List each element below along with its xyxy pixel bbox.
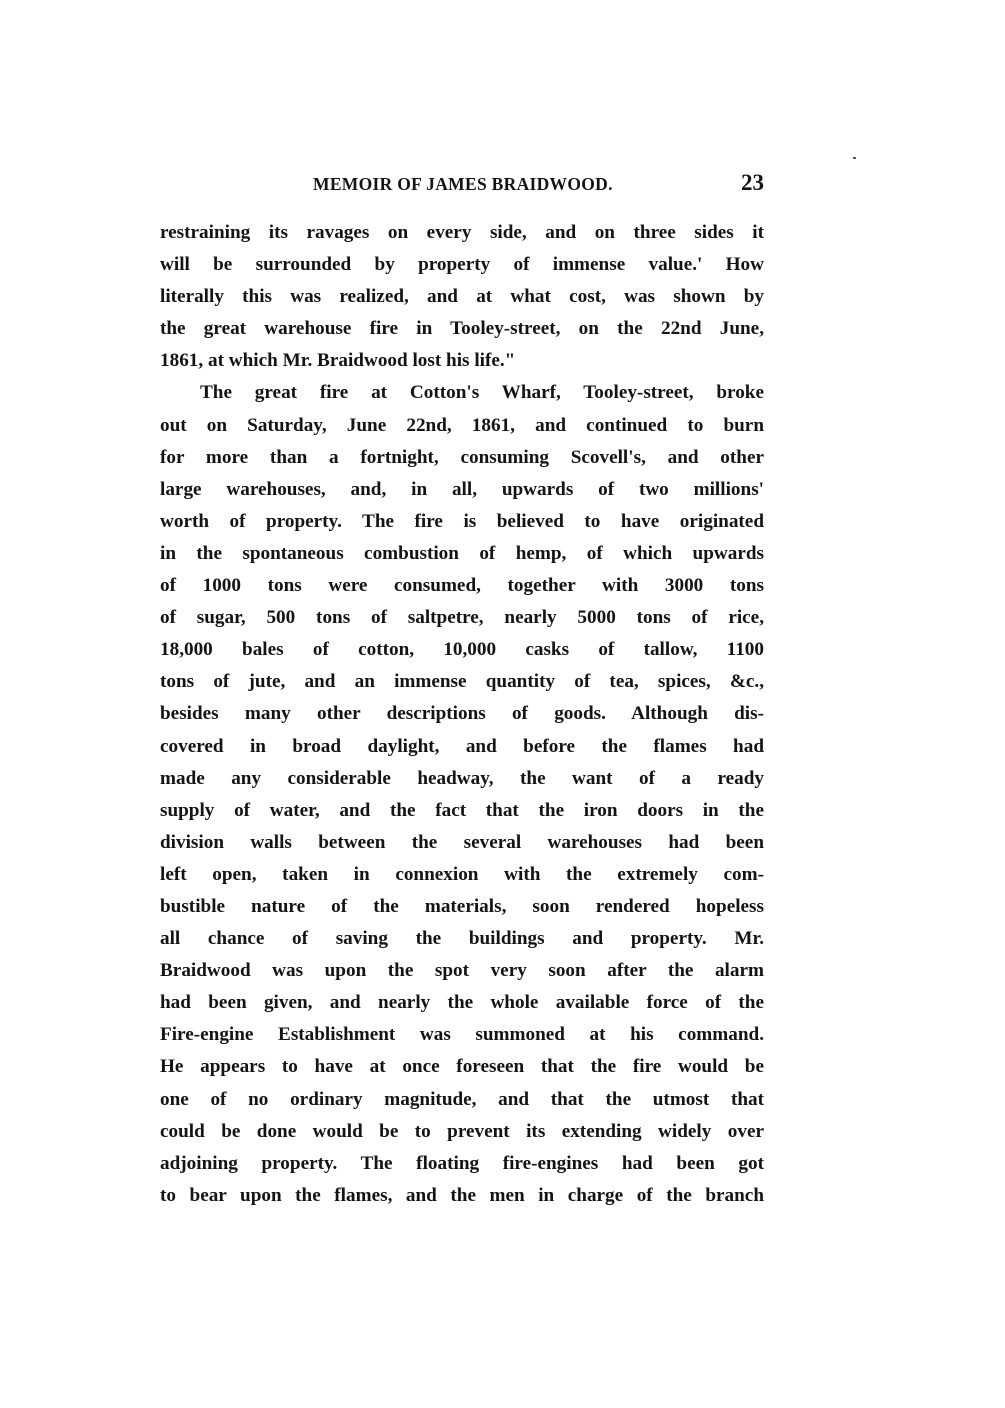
text-line: literally this was realized, and at what cost, was shown by <box>160 286 764 308</box>
text-line: the great warehouse fire in Tooley-street, on the 22nd June, <box>160 318 764 340</box>
text-line: besides many other descriptions of goods. Although dis- <box>160 703 764 725</box>
text-line: supply of water, and the fact that the iron doors in the <box>160 799 764 821</box>
text-line: of 1000 tons were consumed, together with 3000 tons <box>160 575 764 597</box>
text-line: large warehouses, and, in all, upwards of two millions' <box>160 478 764 500</box>
text-line: 1861, at which Mr. Braidwood lost his life." <box>160 350 516 372</box>
print-speck <box>853 157 856 159</box>
text-line: worth of property. The fire is believed to have originated <box>160 510 764 532</box>
text-line: He appears to have at once foreseen that the fire would be <box>160 1056 764 1078</box>
text-line: tons of jute, and an immense quantity of tea, spices, &c., <box>160 671 764 693</box>
text-line: will be surrounded by property of immense value.' How <box>160 254 764 276</box>
text-line: division walls between the several warehouses had been <box>160 831 764 853</box>
running-header <box>160 170 764 200</box>
text-line: left open, taken in connexion with the extremely com- <box>160 863 764 885</box>
text-line: covered in broad daylight, and before the flames had <box>160 735 764 757</box>
text-line: 18,000 bales of cotton, 10,000 casks of tallow, 1100 <box>160 639 764 661</box>
text-line: in the spontaneous combustion of hemp, of which upwards <box>160 542 764 564</box>
text-line: had been given, and nearly the whole available force of the <box>160 992 764 1014</box>
text-line: for more than a fortnight, consuming Scovell's, and other <box>160 446 764 468</box>
body-text <box>160 217 764 1212</box>
running-title: MEMOIR OF JAMES BRAIDWOOD. <box>313 174 613 194</box>
text-line: one of no ordinary magnitude, and that the utmost that <box>160 1088 764 1110</box>
text-line: could be done would be to prevent its extending widely over <box>160 1120 764 1142</box>
text-line: bustible nature of the materials, soon rendered hopeless <box>160 895 764 917</box>
text-line: adjoining property. The floating fire-engines had been got <box>160 1152 764 1174</box>
text-line: restraining its ravages on every side, and on three sides it <box>160 222 764 243</box>
text-line: of sugar, 500 tons of saltpetre, nearly 5000 tons of rice, <box>160 607 764 629</box>
text-line: Braidwood was upon the spot very soon after the alarm <box>160 960 764 982</box>
paragraph-first-line: The great fire at Cotton's Wharf, Tooley-street, broke <box>200 382 764 404</box>
text-line: out on Saturday, June 22nd, 1861, and continued to burn <box>160 414 764 436</box>
text-line: Fire-engine Establishment was summoned at his command. <box>160 1024 764 1046</box>
text-line: made any considerable headway, the want of a ready <box>160 767 764 789</box>
text-line: all chance of saving the buildings and property. Mr. <box>160 928 764 950</box>
text-line: to bear upon the flames, and the men in charge of the branch <box>160 1184 764 1206</box>
page-number: 23 <box>741 170 764 195</box>
